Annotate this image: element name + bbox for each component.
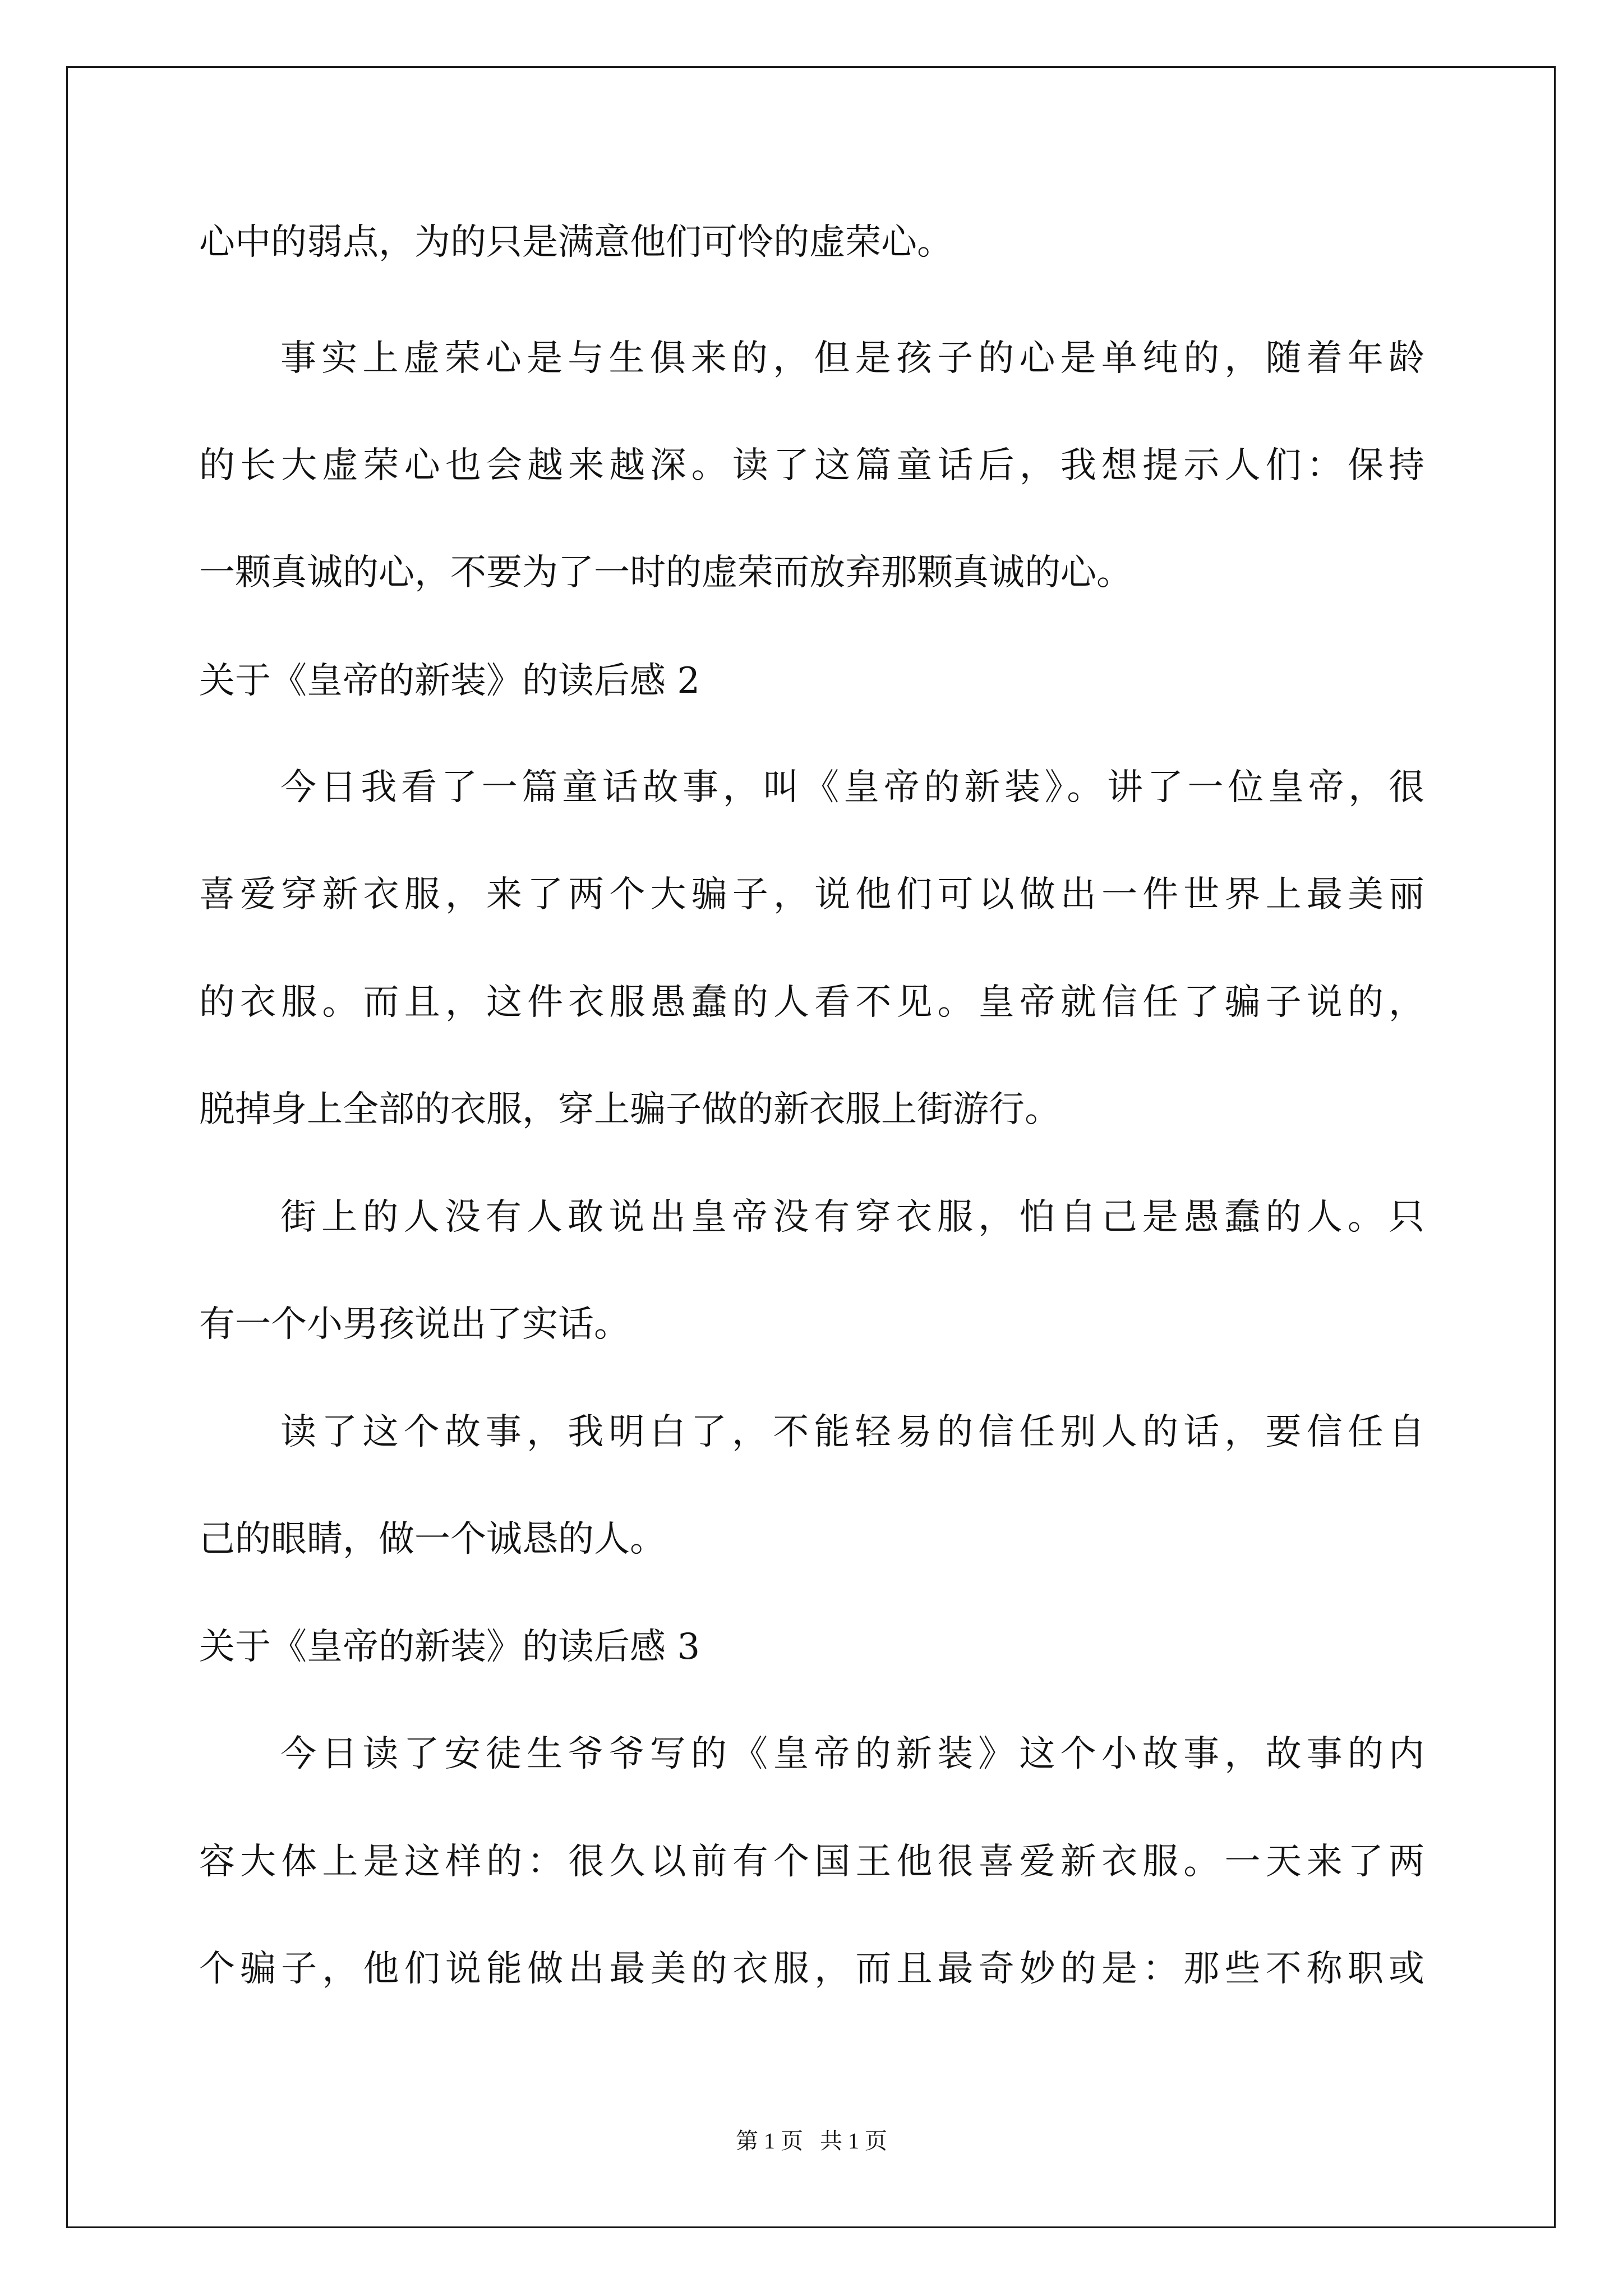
body-line: 有一个小男孩说出了实话。 (199, 1304, 630, 1345)
body-line: 心中的弱点，为的只是满意他们可怜的虚荣心。 (199, 222, 953, 263)
body-line: 己的眼睛，做一个诚恳的人。 (199, 1519, 666, 1560)
body-line: 喜爱穿新衣服，来了两个大骗子，说他们可以做出一件世界上最美丽 (199, 874, 1430, 915)
paragraph-first-line: 事实上虚荣心是与生俱来的，但是孩子的心是单纯的，随着年龄 (280, 338, 1430, 379)
paragraph-first-line: 街上的人没有人敢说出皇帝没有穿衣服，怕自己是愚蠢的人。只 (280, 1197, 1430, 1238)
page-number-footer: 第 1 页 共 1 页 (736, 2128, 887, 2154)
paragraph-first-line: 读了这个故事，我明白了，不能轻易的信任别人的话，要信任自 (280, 1411, 1430, 1453)
body-line: 的长大虚荣心也会越来越深。读了这篇童话后，我想提示人们：保持 (199, 445, 1430, 486)
body-line: 脱掉身上全部的衣服，穿上骗子做的新衣服上街游行。 (199, 1089, 1061, 1130)
page-border (66, 66, 1556, 2228)
section-heading: 关于《皇帝的新装》的读后感 2 (199, 660, 700, 702)
body-line: 一颗真诚的心，不要为了一时的虚荣而放弃那颗真诚的心。 (199, 552, 1132, 593)
body-line: 的衣服。而且，这件衣服愚蠢的人看不见。皇帝就信任了骗子说的， (199, 982, 1430, 1023)
section-heading: 关于《皇帝的新装》的读后感 3 (199, 1626, 700, 1668)
paragraph-first-line: 今日我看了一篇童话故事，叫《皇帝的新装》。讲了一位皇帝，很 (280, 767, 1429, 808)
body-line: 个骗子，他们说能做出最美的衣服，而且最奇妙的是：那些不称职或 (199, 1948, 1430, 1990)
body-line: 容大体上是这样的：很久以前有个国王他很喜爱新衣服。一天来了两 (199, 1841, 1430, 1883)
paragraph-first-line: 今日读了安徒生爷爷写的《皇帝的新装》这个小故事，故事的内 (280, 1733, 1430, 1775)
